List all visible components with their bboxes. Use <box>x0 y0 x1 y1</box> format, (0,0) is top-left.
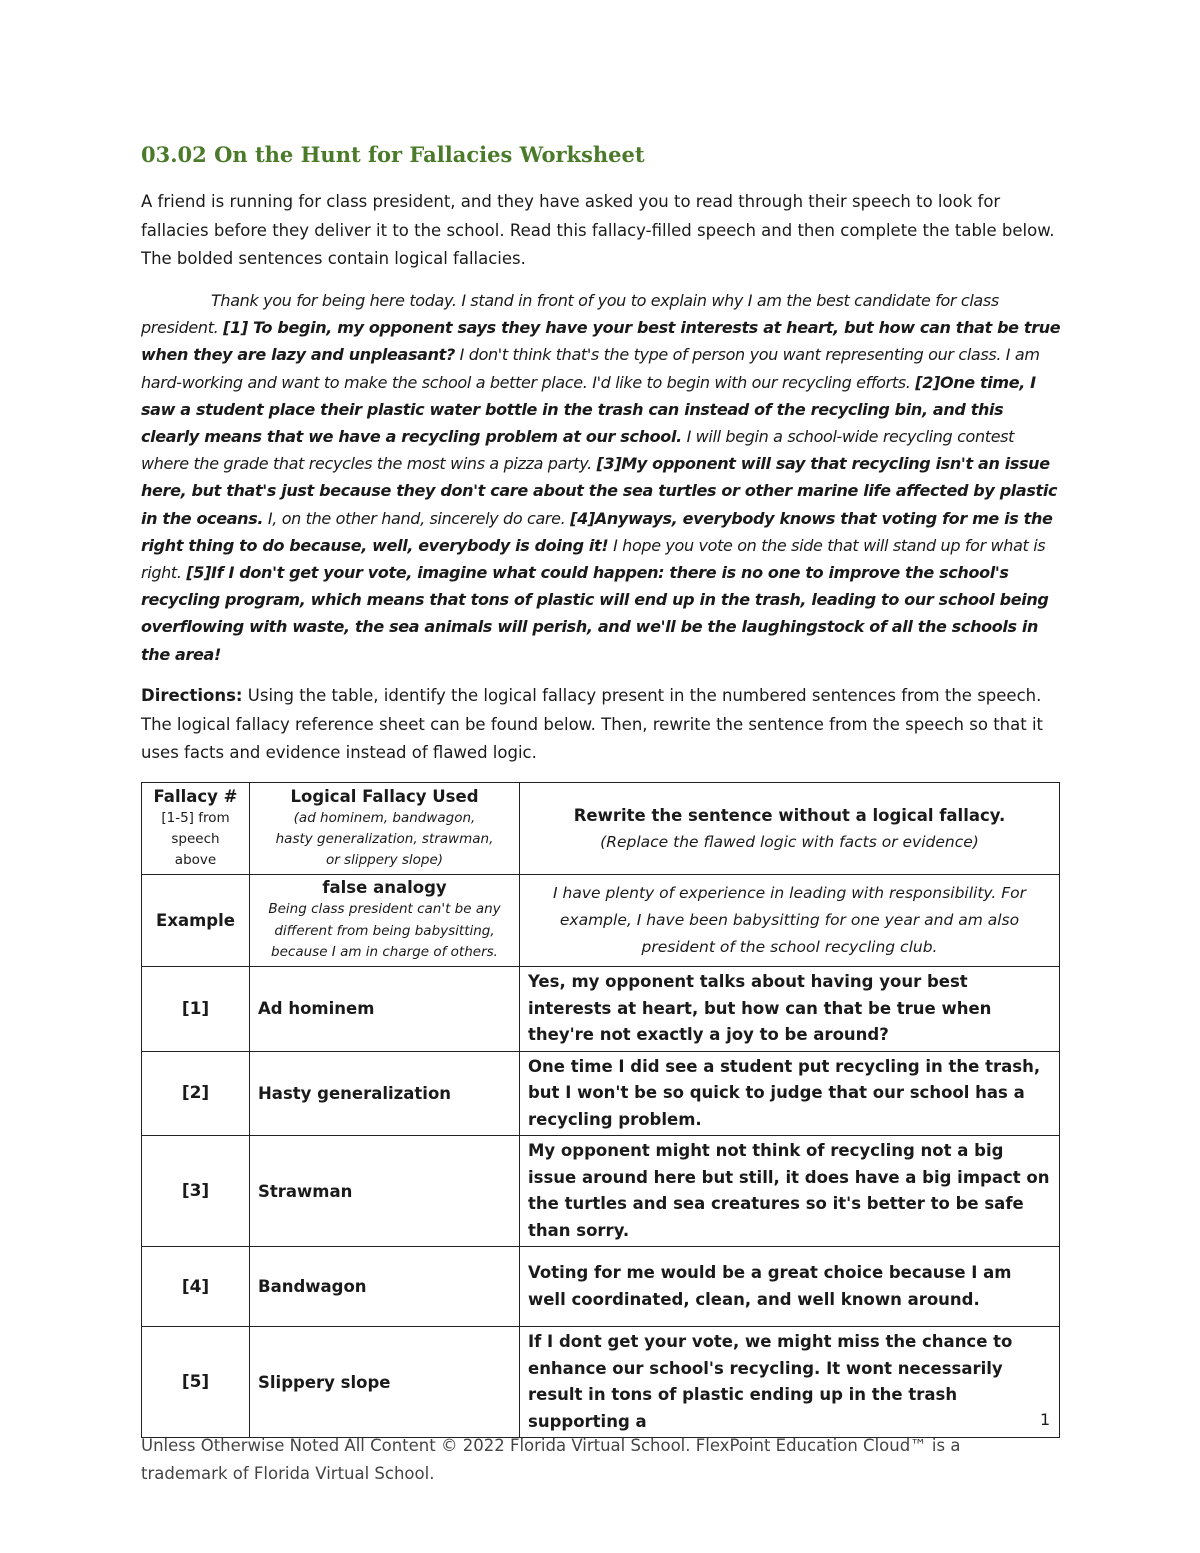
header-fallacy-number: Fallacy # [1-5] from speech above <box>142 783 250 875</box>
page-title: 03.02 On the Hunt for Fallacies Worksheet <box>141 142 645 167</box>
speech-text: I hope you vote on the side that will stand up for what is right. <box>141 535 1046 583</box>
example-explanation: Being class president can't be any different from being babysitting, because I am in charge of others. <box>268 901 501 961</box>
rewrite-answer[interactable]: If I dont get your vote, we might miss the chance to enhance our school's recycling. It wont necessarily result in tons of plastic ending up in the trash supporting a <box>520 1327 1060 1438</box>
fallacy-number: [3] <box>142 1136 250 1247</box>
fallacy-sentence-3: [3]My opponent will say that recycling isn't an issue here, but that's just because they don't care about the sea turtles or other marine life affected by plastic in the oceans. <box>141 454 1058 528</box>
header-rewrite: Rewrite the sentence without a logical fallacy. (Replace the flawed logic with facts or evidence) <box>520 783 1060 875</box>
speech-text: I don't think that's the type of person you want representing our class. I am hard-working and want to make the school a better place. I'd like to begin with our recycling efforts. <box>141 345 1040 392</box>
table-row <box>142 1051 1060 1136</box>
fallacy-answer[interactable]: Ad hominem <box>250 967 520 1052</box>
example-fallacy: false analogy <box>322 878 447 898</box>
table-row <box>142 1136 1060 1247</box>
page-number: 1 <box>1040 1410 1051 1429</box>
footer-copyright: Unless Otherwise Noted All Content © 2022 Florida Virtual School. FlexPoint Education Cloud™ is a trademark of Florida Virtual School. <box>141 1436 961 1483</box>
table-row <box>142 1327 1060 1438</box>
example-label: Example <box>142 875 250 967</box>
fallacy-table-container <box>141 782 1059 1431</box>
fallacy-number: [1] <box>142 967 250 1052</box>
speech-text: I will begin a school-wide recycling contest where the grade that recycles the most wins a pizza party. <box>141 427 1015 474</box>
example-row <box>142 875 1060 967</box>
speech-text: I, on the other hand, sincerely do care. <box>267 508 566 528</box>
fallacy-sentence-5: [5]If I don't get your vote, imagine what could happen: there is no one to improve the school's recycling program, which means that tons of plastic will end up in the trash, leading to our school being overflowing with waste, the sea animals will perish, and we'll be the laughingstock of all the schools in the area! <box>141 563 1049 664</box>
directions-label: Directions: <box>141 686 243 705</box>
fallacy-table <box>141 782 1060 1438</box>
rewrite-answer[interactable]: Voting for me would be a great choice because I am well coordinated, clean, and well known around. <box>520 1247 1060 1327</box>
rewrite-answer[interactable]: Yes, my opponent talks about having your best interests at heart, but how can that be true when they're not exactly a joy to be around? <box>520 967 1060 1052</box>
table-row <box>142 967 1060 1052</box>
intro-paragraph: A friend is running for class president, and they have asked you to read through their speech to look for fallacies before they deliver it to the school. Read this fallacy-filled speech and then complete the table below. The bolded sentences contain logical fallacies. <box>141 192 1055 268</box>
speech-paragraph <box>141 287 1061 668</box>
header-fallacy-used: Logical Fallacy Used (ad hominem, bandwagon, hasty generalization, strawman, or slippery slope) <box>250 783 520 875</box>
directions-paragraph <box>141 682 1076 768</box>
fallacy-number: [5] <box>142 1327 250 1438</box>
example-fallacy-cell <box>250 875 520 967</box>
fallacy-answer[interactable]: Slippery slope <box>250 1327 520 1438</box>
fallacy-number: [2] <box>142 1051 250 1136</box>
table-header-row <box>142 783 1060 875</box>
fallacy-answer[interactable]: Hasty generalization <box>250 1051 520 1136</box>
fallacy-answer[interactable]: Bandwagon <box>250 1247 520 1327</box>
rewrite-answer[interactable]: One time I did see a student put recycling in the trash, but I won't be so quick to judge that our school has a recycling problem. <box>520 1051 1060 1136</box>
rewrite-answer[interactable]: My opponent might not think of recycling not a big issue around here but still, it does have a big impact on the turtles and sea creatures so it's better to be safe than sorry. <box>520 1136 1060 1247</box>
fallacy-sentence-4: [4]Anyways, everybody knows that voting for me is the right thing to do because, well, everybody is doing it! <box>141 508 1053 555</box>
directions-text: Using the table, identify the logical fallacy present in the numbered sentences from the speech. The logical fallacy reference sheet can be found below. Then, rewrite the sentence from the speech so that it uses facts and evidence instead of flawed logic. <box>141 686 1043 762</box>
fallacy-number: [4] <box>142 1247 250 1327</box>
speech-text: Thank you for being here today. I stand in front of you to explain why I am the best candidate for class president. <box>141 291 999 338</box>
table-row <box>142 1247 1060 1327</box>
fallacy-sentence-1: [1] To begin, my opponent says they have your best interests at heart, but how can that be true when they are lazy and unpleasant? <box>141 318 1061 365</box>
fallacy-sentence-2: [2]One time, I saw a student place their plastic water bottle in the trash can instead of the recycling bin, and this clearly means that we have a recycling problem at our school. <box>141 372 1036 447</box>
fallacy-answer[interactable]: Strawman <box>250 1136 520 1247</box>
example-rewrite: I have plenty of experience in leading with responsibility. For example, I have been babysitting for one year and am also president of the school recycling club. <box>520 875 1060 967</box>
